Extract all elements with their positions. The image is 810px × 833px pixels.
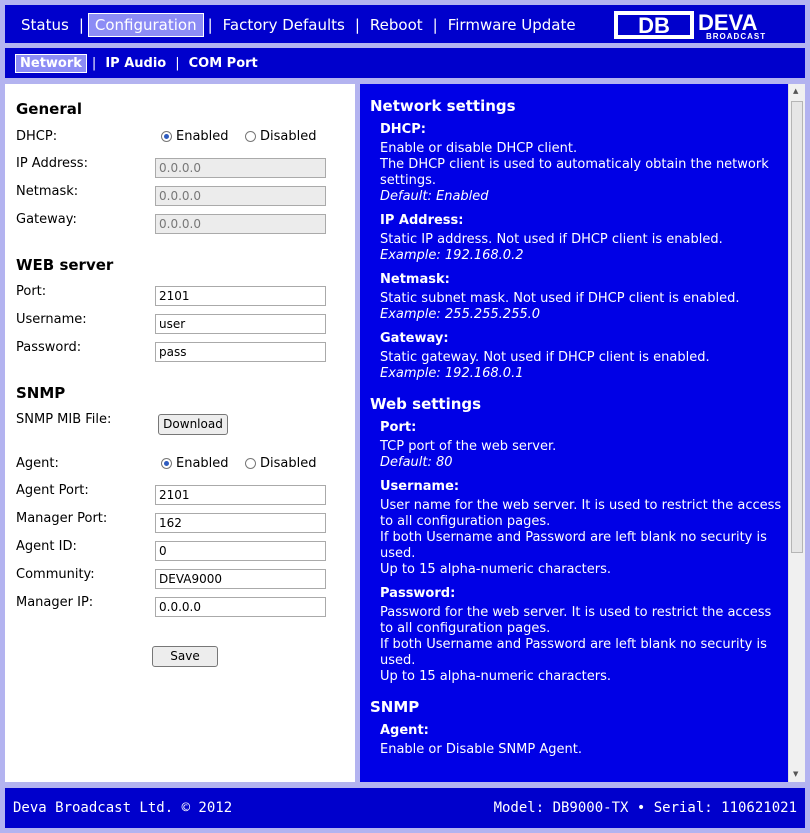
password-label: Password: [16,340,82,355]
help-panel [360,84,805,782]
help-example: Example: 255.255.255.0 [380,307,541,322]
agent-disabled-radio[interactable] [245,456,316,471]
submenu-separator: | [175,56,180,71]
ip-address-input[interactable] [155,158,326,178]
submenu-ip-audio[interactable]: IP Audio [105,56,167,71]
help-example: Example: 192.168.0.2 [380,248,524,263]
scroll-up-icon[interactable]: ▲ [793,87,799,95]
netmask-label: Netmask: [16,184,79,199]
help-text: Up to 15 alpha-numeric characters. [380,669,612,684]
scroll-down-icon[interactable]: ▼ [793,770,799,778]
submenu-network[interactable]: Network [15,54,87,73]
submenu-com-port[interactable]: COM Port [188,56,258,71]
config-form-panel [5,84,355,782]
scrollbar-thumb[interactable] [791,101,803,553]
community-input[interactable] [155,569,326,589]
agent-enabled-radio[interactable] [161,456,229,471]
help-content [370,94,785,758]
help-text: Static subnet mask. Not used if DHCP client is enabled. [380,291,740,306]
deva-broadcast-logo [614,10,799,40]
menu-separator: | [207,16,213,34]
gateway-label: Gateway: [16,212,77,227]
menu-configuration[interactable]: Configuration [88,13,204,37]
help-dhcp-heading: DHCP: [380,122,426,137]
help-text: Static IP address. Not used if DHCP client is enabled. [380,232,723,247]
top-nav-bar [5,5,805,43]
dhcp-disabled-radio[interactable] [245,129,316,144]
help-password-heading: Password: [380,586,456,601]
snmp-mib-label: SNMP MIB File: [16,412,112,427]
help-scrollbar[interactable] [788,84,805,782]
radio-checked-icon [161,458,172,469]
help-default: Default: 80 [380,455,453,470]
help-text: Password for the web server. It is used to restrict the access to all configuration pages. [380,605,772,636]
radio-unchecked-icon [245,458,256,469]
community-label: Community: [16,567,95,582]
manager-port-input[interactable] [155,513,326,533]
help-agent-heading: Agent: [380,723,429,738]
radio-unchecked-icon [245,131,256,142]
logo-subtext: BROADCAST [706,32,767,40]
snmp-section-title: SNMP [16,384,66,402]
copyright-text: Deva Broadcast Ltd. © 2012 [13,800,233,816]
help-default: Default: Enabled [380,189,489,204]
port-label: Port: [16,284,47,299]
dhcp-label: DHCP: [16,129,58,144]
config-submenu [15,54,262,73]
agent-disabled-label: Disabled [260,456,317,471]
help-example: Example: 192.168.0.1 [380,366,524,381]
web-server-section-title: WEB server [16,256,114,274]
password-input[interactable] [155,342,326,362]
help-port-heading: Port: [380,420,417,435]
footer-bar [5,788,805,828]
dhcp-enabled-radio[interactable] [161,129,229,144]
logo-mark: DB [638,13,670,38]
manager-ip-label: Manager IP: [16,595,94,610]
gateway-input[interactable] [155,214,326,234]
save-button[interactable]: Save [152,646,218,667]
menu-separator: | [354,16,360,34]
netmask-input[interactable] [155,186,326,206]
agent-port-input[interactable] [155,485,326,505]
menu-separator: | [78,16,84,34]
help-text: Enable or disable DHCP client. [380,141,578,156]
sub-nav-bar [5,48,805,78]
help-text: If both Username and Password are left blank no security is used. [380,637,767,668]
menu-reboot[interactable]: Reboot [369,16,423,34]
username-label: Username: [16,312,87,327]
help-network-title: Network settings [370,97,516,115]
help-netmask-heading: Netmask: [380,272,450,287]
username-input[interactable] [155,314,326,334]
agent-id-label: Agent ID: [16,539,77,554]
menu-factory-defaults[interactable]: Factory Defaults [222,16,345,34]
port-input[interactable] [155,286,326,306]
agent-port-label: Agent Port: [16,483,89,498]
help-text: Enable or Disable SNMP Agent. [380,742,582,757]
help-gateway-heading: Gateway: [380,331,449,346]
logo-text: DEVA [698,10,758,35]
main-menu [15,13,582,37]
dhcp-enabled-label: Enabled [176,129,229,144]
help-snmp-title: SNMP [370,698,420,716]
manager-port-label: Manager Port: [16,511,108,526]
submenu-separator: | [91,56,97,71]
help-text: Up to 15 alpha-numeric characters. [380,562,612,577]
agent-label: Agent: [16,456,59,471]
help-text: User name for the web server. It is used to restrict the access to all configuration pages. [380,498,782,529]
radio-checked-icon [161,131,172,142]
download-mib-button[interactable]: Download [158,414,228,435]
general-section-title: General [16,100,82,118]
manager-ip-input[interactable] [155,597,326,617]
help-username-heading: Username: [380,479,460,494]
help-web-title: Web settings [370,395,482,413]
agent-enabled-label: Enabled [176,456,229,471]
help-text: Static gateway. Not used if DHCP client is enabled. [380,350,710,365]
menu-firmware-update[interactable]: Firmware Update [447,16,576,34]
help-text: If both Username and Password are left blank no security is used. [380,530,767,561]
dhcp-disabled-label: Disabled [260,129,317,144]
help-ip-heading: IP Address: [380,213,464,228]
ip-address-label: IP Address: [16,156,88,171]
help-text: The DHCP client is used to automaticaly obtain the network settings. [380,157,769,188]
agent-id-input[interactable] [155,541,326,561]
menu-status[interactable]: Status [21,16,69,34]
help-text: TCP port of the web server. [380,439,557,454]
model-serial-text: Model: DB9000-TX • Serial: 110621021 [493,800,797,816]
menu-separator: | [432,16,438,34]
